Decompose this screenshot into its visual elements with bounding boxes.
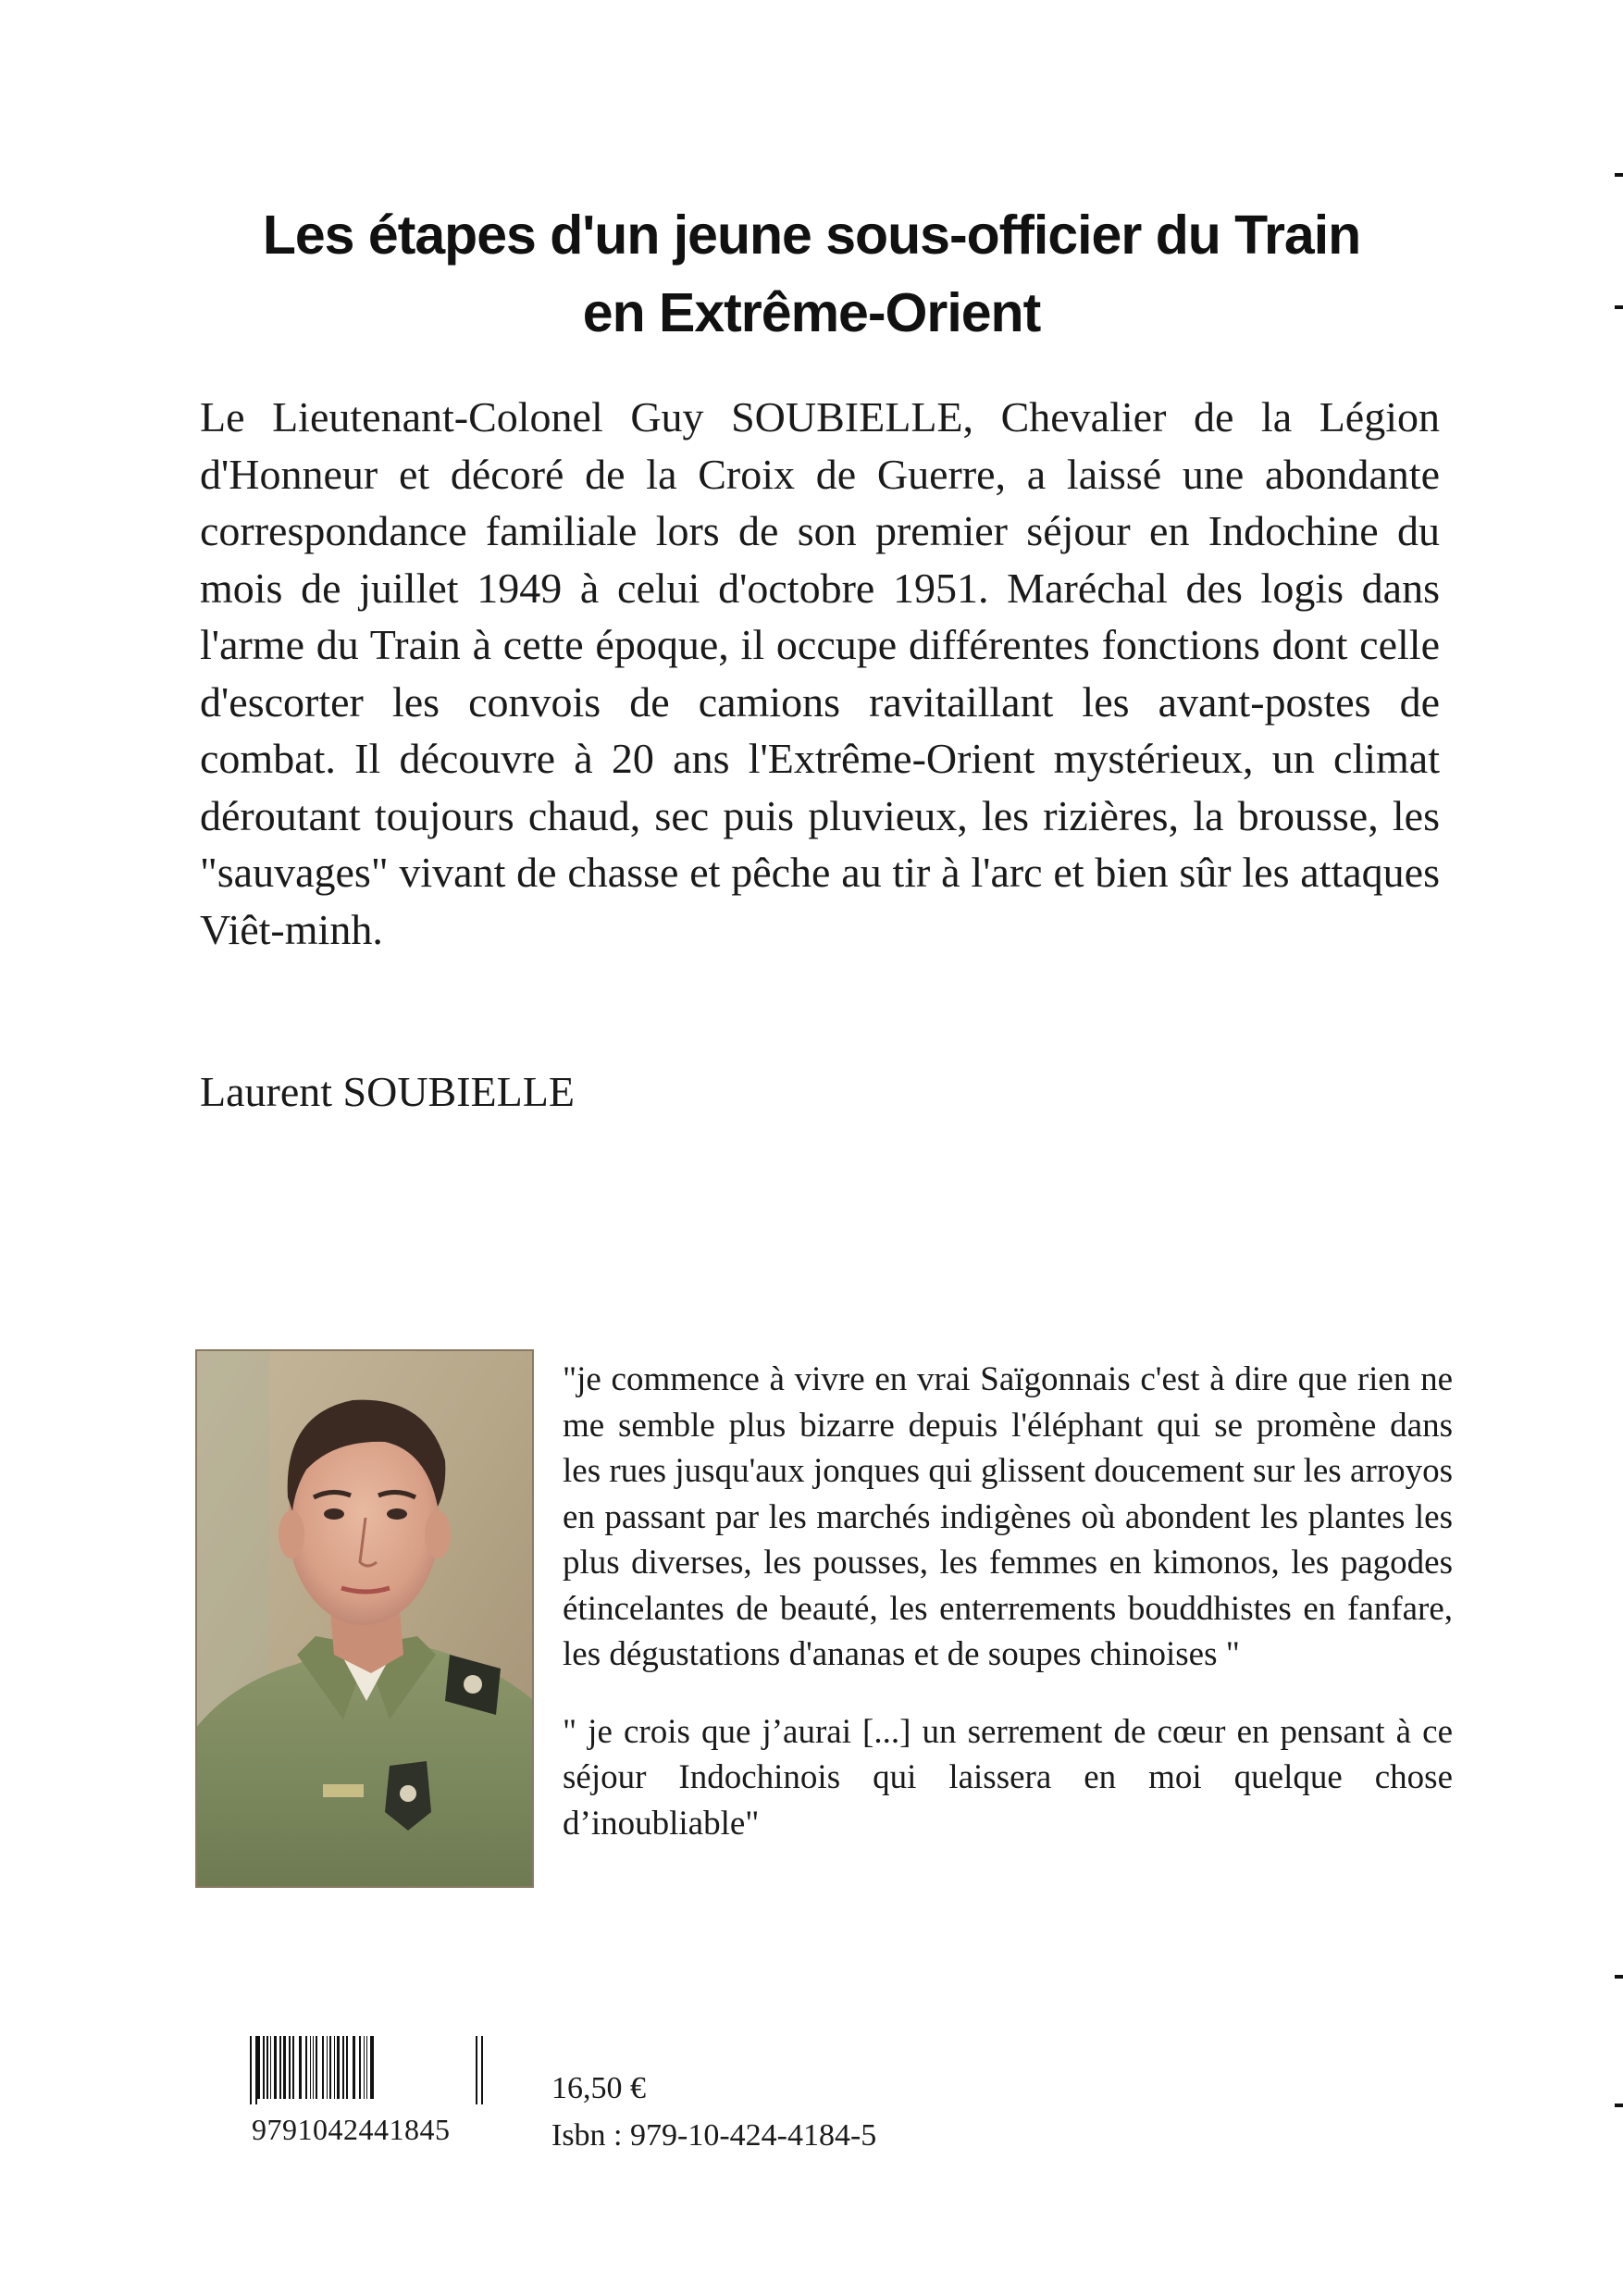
barcode-bar [283, 2036, 286, 2099]
description-paragraph: Le Lieutenant-Colonel Guy SOUBIELLE, Chevalier de la Légion d'Honneur et décoré de la Croix de Guerre, a laissé une abondante correspondance familiale lors de son premier séjour en Indochine du mois de juillet 1949 à celui d'octobre 1951. Maréchal des logis dans l'arme du Train à cette époque, il occupe différentes fonctions dont celle d'escorter les convois de camions ravitaillant les avant-postes de combat. Il découvre à 20 ans l'Extrême-Orient mystérieux, un climat déroutant toujours chaud, sec puis pluvieux, les rizières, la brousse, les "sauvages" vivant de chasse et pêche au tir à l'arc et bien sûr les attaques Viêt-minh. [200, 393, 1440, 953]
barcode [248, 2036, 483, 2104]
barcode-bar [364, 2036, 365, 2099]
barcode-bar [353, 2036, 355, 2099]
back-cover-description [200, 389, 1440, 958]
barcode-bar [279, 2036, 281, 2099]
barcode-bar [255, 2036, 257, 2104]
barcode-bar [337, 2036, 340, 2099]
barcode-bar [266, 2036, 268, 2099]
barcode-bar [334, 2036, 335, 2099]
crop-mark [1615, 305, 1623, 309]
barcode-bar [270, 2036, 271, 2099]
crop-mark [1615, 1975, 1623, 1979]
quote-1: "je commence à vivre en vrai Saïgonnais c'est à dire que rien ne me semble plus bizarre depuis l'éléphant qui se promène dans les rues jusqu'aux jonques qui glissent doucement sur les arroyos en passant par les marchés indigènes où abondent les plantes les plus diverses, les pousses, les femmes en kimonos, les pagodes étincelantes de beauté, les enterrements bouddhistes en fanfare, les dégustations d'ananas et de soupes chinoises " [563, 1360, 1453, 1673]
barcode-bar [366, 2036, 367, 2099]
barcode-bar [292, 2036, 294, 2099]
barcode-bar [342, 2036, 344, 2099]
barcode-bar [322, 2036, 324, 2099]
title-line-2: en Extrême-Orient [582, 282, 1041, 343]
barcode-bar [257, 2036, 260, 2099]
barcode-bar [313, 2036, 314, 2099]
title-line-1: Les étapes d'un jeune sous-officier du Train [262, 205, 1361, 266]
crop-mark [1615, 2104, 1623, 2107]
price: 16,50 € [551, 2071, 646, 2105]
barcode-bar [316, 2036, 317, 2099]
quotes-block [563, 1357, 1453, 1846]
barcode-bar [476, 2036, 477, 2104]
barcode-bar [346, 2036, 348, 2099]
book-title [0, 196, 1623, 352]
isbn: Isbn : 979-10-424-4184-5 [551, 2118, 877, 2153]
quote-2: " je crois que j’aurai [...] un serrement de cœur en pensant à ce séjour Indochinois qui laissera en moi quelque chose d’inoubliable" [563, 1712, 1453, 1843]
barcode-bar [289, 2036, 291, 2099]
portrait-photo [195, 1349, 534, 1888]
barcode-bar [263, 2036, 265, 2099]
barcode-bar [274, 2036, 277, 2099]
author-signature: Laurent SOUBIELLE [200, 1068, 575, 1115]
barcode-number: 9791042441845 [252, 2113, 451, 2146]
barcode-bar [359, 2036, 361, 2099]
barcode-bar [310, 2036, 311, 2099]
barcode-bar [370, 2036, 374, 2099]
barcode-bar [327, 2036, 328, 2099]
barcode-bar [250, 2036, 252, 2104]
crop-mark [1615, 173, 1623, 177]
barcode-bar [329, 2036, 331, 2099]
barcode-bar [481, 2036, 483, 2104]
barcode-bar [305, 2036, 307, 2099]
barcode-bar [299, 2036, 302, 2099]
